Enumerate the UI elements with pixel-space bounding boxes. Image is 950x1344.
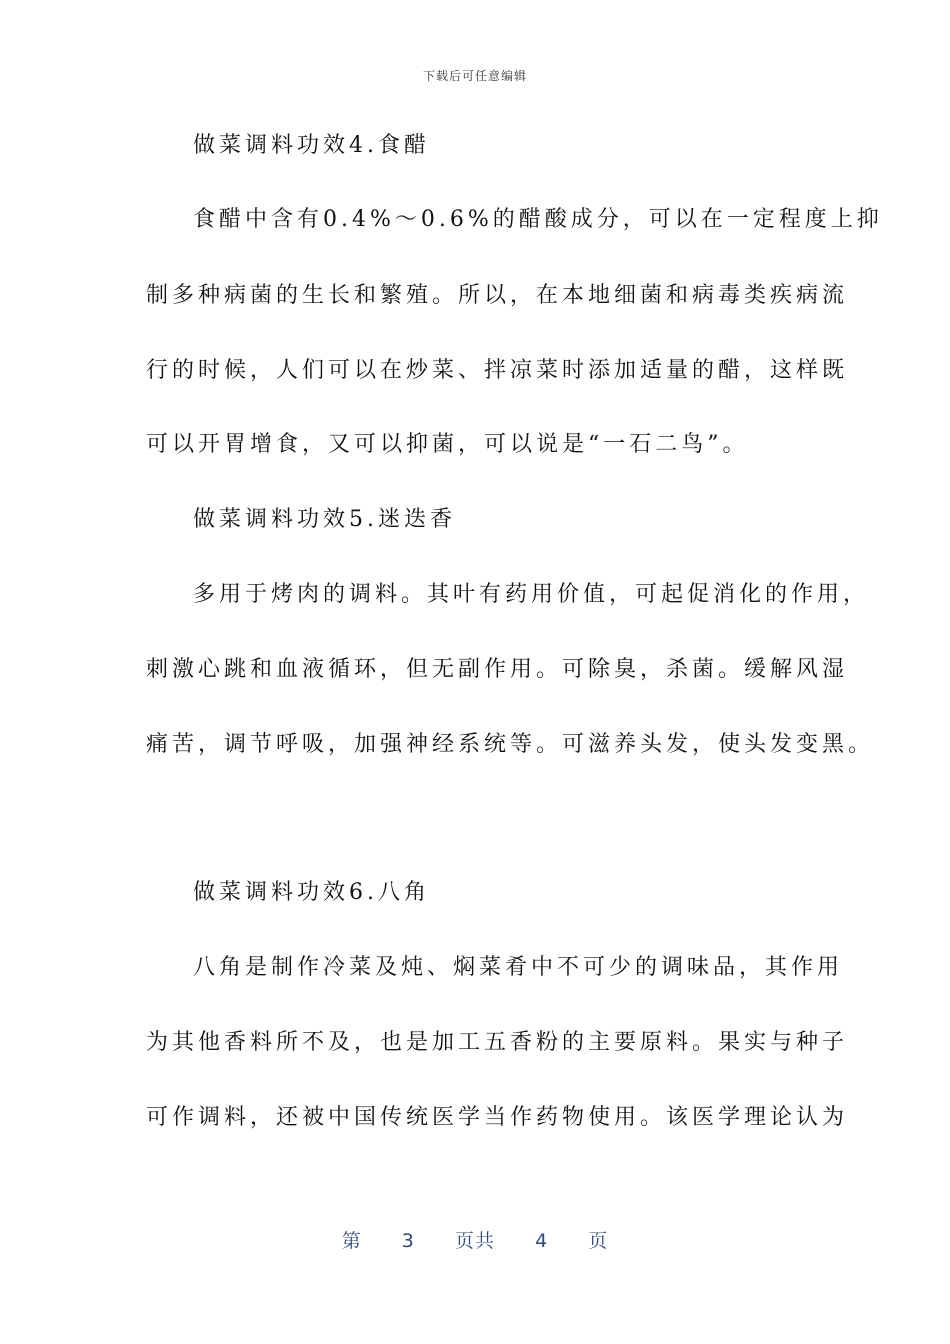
paragraph-line: 行的时候，人们可以在炒菜、拌凉菜时添加适量的醋，这样既	[146, 358, 849, 383]
page-header: 下载后可任意编辑	[422, 69, 527, 83]
footer-total-pages: 4	[535, 1230, 549, 1252]
paragraph-line: 为其他香料所不及，也是加工五香粉的主要原料。果实与种子	[146, 1030, 849, 1055]
section-heading-vinegar: 做菜调料功效4.食醋	[193, 133, 430, 158]
paragraph-line: 食醋中含有0.4%～0.6%的醋酸成分，可以在一定程度上抑	[193, 207, 883, 232]
page-footer	[0, 1226, 950, 1253]
section-heading-star-anise: 做菜调料功效6.八角	[193, 880, 430, 905]
footer-current-page: 3	[401, 1230, 415, 1252]
paragraph-line: 痛苦，调节呼吸，加强神经系统等。可滋养头发，使头发变黑。	[146, 732, 875, 757]
paragraph-line: 可以开胃增食，又可以抑菌，可以说是“一石二鸟”。	[146, 432, 749, 457]
section-heading-rosemary: 做菜调料功效5.迷迭香	[193, 507, 456, 532]
paragraph-line: 可作调料，还被中国传统医学当作药物使用。该医学理论认为	[146, 1105, 849, 1130]
paragraph-line: 八角是制作冷菜及炖、焖菜肴中不可少的调味品，其作用	[193, 955, 844, 980]
paragraph-line: 刺激心跳和血液循环，但无副作用。可除臭，杀菌。缓解风湿	[146, 657, 849, 682]
footer-middle: 页共	[454, 1230, 495, 1252]
footer-prefix: 第	[341, 1230, 362, 1252]
paragraph-line: 制多种病菌的生长和繁殖。所以，在本地细菌和病毒类疾病流	[146, 283, 849, 308]
footer-suffix: 页	[588, 1230, 609, 1252]
paragraph-line: 多用于烤肉的调料。其叶有药用价值，可起促消化的作用，	[193, 582, 870, 607]
